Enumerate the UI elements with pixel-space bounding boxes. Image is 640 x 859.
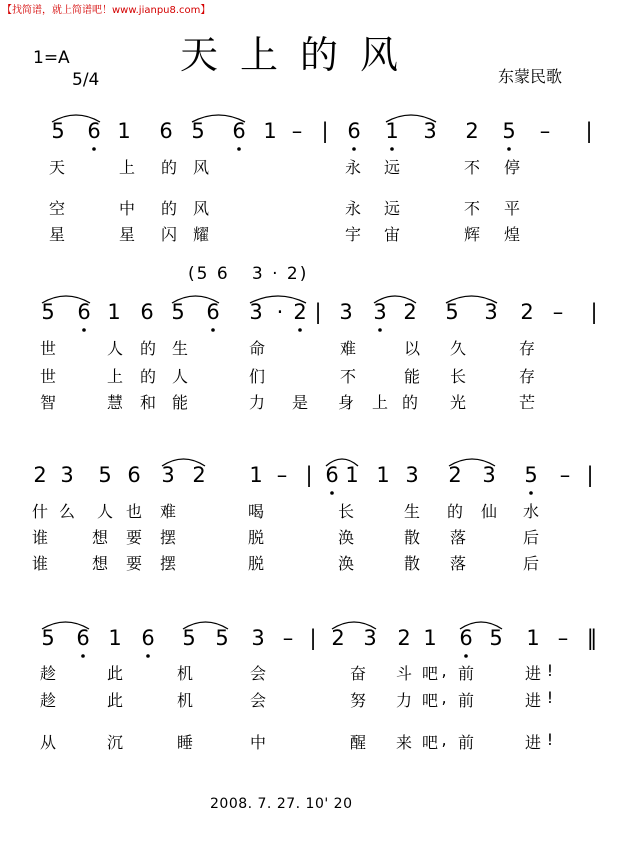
note: 1 xyxy=(385,119,399,143)
note: 3 xyxy=(373,300,387,324)
octave-dot xyxy=(237,147,241,151)
lyric-char: 散 xyxy=(403,554,420,573)
lyric-char: 上 xyxy=(106,367,123,386)
lyric-char: 风 xyxy=(192,158,209,177)
lyric-char: 以 xyxy=(403,339,420,358)
note: 1 xyxy=(249,463,263,487)
lyric-char: 后 xyxy=(522,554,539,573)
lyric-char: 存 xyxy=(518,367,535,386)
lyric-char: 沉 xyxy=(106,733,123,752)
slur-mark xyxy=(183,622,228,629)
lyric-char: 吧 xyxy=(421,733,438,752)
slur-mark xyxy=(162,459,205,466)
lyric-char: 谁 xyxy=(31,528,48,547)
lyric-char: 远 xyxy=(383,199,400,218)
lyric-char: 力 xyxy=(395,691,412,710)
lyric-char: 么 xyxy=(58,502,75,521)
note: 3 xyxy=(482,463,496,487)
note: – xyxy=(539,119,551,143)
slur-mark xyxy=(52,115,100,122)
lyric-char: 星 xyxy=(118,225,135,244)
lyric-char: 光 xyxy=(449,393,466,412)
lyric-char: 存 xyxy=(518,339,535,358)
lyric-char: 难 xyxy=(159,502,176,521)
lyric-char: 停 xyxy=(503,158,520,177)
lyric-char: 的 xyxy=(446,502,463,521)
octave-dot xyxy=(378,328,382,332)
note: – xyxy=(282,626,294,650)
note: · xyxy=(276,300,284,324)
lyric-char: 落 xyxy=(449,528,466,547)
note: 3 xyxy=(249,300,263,324)
lyric-char: 不 xyxy=(463,158,480,177)
note: 6 xyxy=(159,119,173,143)
lyric-char: 人 xyxy=(96,502,113,521)
note: 2 xyxy=(448,463,462,487)
lyric-char: 什 xyxy=(31,502,48,521)
lyric-char: 耀 xyxy=(192,225,209,244)
lyric-char: 斗 xyxy=(395,664,412,683)
note: 6 xyxy=(127,463,141,487)
note: 3 xyxy=(161,463,175,487)
octave-dot xyxy=(352,147,356,151)
note: 3 xyxy=(363,626,377,650)
lyric-char: 进 xyxy=(524,691,541,710)
lyric-char: 宙 xyxy=(383,225,400,244)
lyric-char: 难 xyxy=(339,339,356,358)
lyric-char: 生 xyxy=(171,339,188,358)
lyric-char: 的 xyxy=(160,199,177,218)
lyric-char: 散 xyxy=(403,528,420,547)
lyric-char: 能 xyxy=(171,393,188,412)
lyric-char: 也 xyxy=(125,502,142,521)
lyric-char: 远 xyxy=(383,158,400,177)
octave-dot xyxy=(390,147,394,151)
lyric-char: 辉 xyxy=(463,225,480,244)
note: – xyxy=(557,626,569,650)
song-title: 天上的风 xyxy=(180,33,421,77)
lyric-char: 吧 xyxy=(421,664,438,683)
note: 6 xyxy=(77,300,91,324)
lyric-char: 慧 xyxy=(106,393,123,412)
note: 1 xyxy=(107,300,121,324)
lyric-char: 机 xyxy=(176,664,193,683)
lyric-char: 机 xyxy=(176,691,193,710)
lyric-char: 涣 xyxy=(337,528,354,547)
barline: | xyxy=(321,119,329,143)
lyric-char: 摆 xyxy=(159,528,176,547)
site-banner: 【找简谱，就上简谱吧！www.jianpu8.com】 xyxy=(2,5,211,16)
barline: | xyxy=(309,626,317,650)
note: 6 xyxy=(232,119,246,143)
date-stamp: 2008. 7. 27. 10' 20 xyxy=(210,796,353,812)
note: 6 xyxy=(140,300,154,324)
note: 5 xyxy=(524,463,538,487)
note: 1 xyxy=(526,626,540,650)
note: 3 xyxy=(339,300,353,324)
lyric-char: 进 xyxy=(524,664,541,683)
lyric-char: , xyxy=(441,661,447,680)
note: 6 xyxy=(87,119,101,143)
lyric-char: 能 xyxy=(403,367,420,386)
composer-credit: 东蒙民歌 xyxy=(498,67,563,86)
lyric-char: 是 xyxy=(291,393,308,412)
note: 5 xyxy=(445,300,459,324)
octave-dot xyxy=(211,328,215,332)
barline: ‖ xyxy=(586,626,598,650)
barline: | xyxy=(314,300,322,324)
octave-dot xyxy=(464,654,468,658)
note: 2 xyxy=(403,300,417,324)
note: 6 xyxy=(325,463,339,487)
note: 1 xyxy=(117,119,131,143)
lyric-char: 长 xyxy=(337,502,354,521)
lyric-char: 不 xyxy=(339,367,356,386)
lyric-char: 要 xyxy=(125,528,142,547)
lyric-char: 吧 xyxy=(421,691,438,710)
lyric-char: 后 xyxy=(522,528,539,547)
lyric-char: ! xyxy=(546,661,554,680)
lyric-char: 长 xyxy=(449,367,466,386)
lyric-char: 上 xyxy=(371,393,388,412)
lyric-char: , xyxy=(441,688,447,707)
lyric-char: 人 xyxy=(106,339,123,358)
lyric-char: 摆 xyxy=(159,554,176,573)
lyric-char: 闪 xyxy=(160,225,177,244)
lyric-char: 天 xyxy=(48,158,65,177)
note: 3 xyxy=(405,463,419,487)
slur-mark xyxy=(326,459,358,466)
lyric-char: 宇 xyxy=(344,225,361,244)
note: 2 xyxy=(397,626,411,650)
note: 3 xyxy=(60,463,74,487)
lyric-char: 此 xyxy=(106,664,123,683)
lyric-char: 要 xyxy=(125,554,142,573)
lyric-char: ! xyxy=(546,688,554,707)
lyric-char: 人 xyxy=(171,367,188,386)
lyric-char: 进 xyxy=(524,733,541,752)
lyric-char: 永 xyxy=(344,158,361,177)
lyric-char: 醒 xyxy=(349,733,366,752)
note: 1 xyxy=(376,463,390,487)
lyric-char: 趁 xyxy=(39,664,56,683)
note: 2 xyxy=(520,300,534,324)
barline: | xyxy=(305,463,313,487)
lyric-char: 的 xyxy=(401,393,418,412)
barline: | xyxy=(590,300,598,324)
lyric-char: 和 xyxy=(139,393,156,412)
octave-dot xyxy=(529,491,533,495)
lyric-char: 前 xyxy=(457,691,474,710)
octave-dot xyxy=(298,328,302,332)
note: 5 xyxy=(171,300,185,324)
note: – xyxy=(291,119,303,143)
lyric-char: 脱 xyxy=(247,554,264,573)
octave-dot xyxy=(330,491,334,495)
lyric-char: 睡 xyxy=(176,733,193,752)
octave-dot xyxy=(146,654,150,658)
time-signature: 5/4 xyxy=(72,70,100,90)
lyric-char: 星 xyxy=(48,225,65,244)
lyric-char: ! xyxy=(546,730,554,749)
lyric-char: 平 xyxy=(503,199,520,218)
lyric-char: 久 xyxy=(449,339,466,358)
lyric-char: 仙 xyxy=(480,502,497,521)
note: 3 xyxy=(484,300,498,324)
lyric-char: 中 xyxy=(118,199,135,218)
lyric-char: 们 xyxy=(248,367,265,386)
lyric-char: 煌 xyxy=(503,225,520,244)
lyric-char: 永 xyxy=(344,199,361,218)
lyric-char: 命 xyxy=(248,339,265,358)
note: – xyxy=(552,300,564,324)
lyric-char: 落 xyxy=(449,554,466,573)
lyric-char: 芒 xyxy=(518,393,535,412)
key-signature: 1=A xyxy=(33,48,70,68)
slur-mark xyxy=(332,622,376,629)
slur-mark xyxy=(446,296,497,303)
lyric-char: 从 xyxy=(39,733,56,752)
note: 2 xyxy=(293,300,307,324)
note: 2 xyxy=(331,626,345,650)
note: 3 xyxy=(423,119,437,143)
octave-dot xyxy=(81,654,85,658)
lyric-char: 想 xyxy=(91,528,108,547)
note: 1 xyxy=(423,626,437,650)
lyric-char: 谁 xyxy=(31,554,48,573)
slur-mark xyxy=(460,622,502,629)
note: 5 xyxy=(191,119,205,143)
note: 2 xyxy=(192,463,206,487)
note: 1 xyxy=(263,119,277,143)
note: 1 xyxy=(345,463,359,487)
barline: | xyxy=(585,119,593,143)
note: 6 xyxy=(347,119,361,143)
lyric-char: 不 xyxy=(463,199,480,218)
slur-mark xyxy=(386,115,436,122)
lyric-char: 前 xyxy=(457,733,474,752)
slur-mark xyxy=(374,296,416,303)
note: 6 xyxy=(76,626,90,650)
lyric-char: 上 xyxy=(118,158,135,177)
note: 3 xyxy=(251,626,265,650)
note: 5 xyxy=(215,626,229,650)
note: – xyxy=(559,463,571,487)
lyric-char: 想 xyxy=(91,554,108,573)
lyric-char: 智 xyxy=(39,393,56,412)
lyric-char: 此 xyxy=(106,691,123,710)
lyric-char: , xyxy=(441,730,447,749)
note: 5 xyxy=(502,119,516,143)
note: – xyxy=(276,463,288,487)
note: 5 xyxy=(489,626,503,650)
note: 6 xyxy=(459,626,473,650)
note: 6 xyxy=(141,626,155,650)
lyric-char: 来 xyxy=(395,733,412,752)
slur-mark xyxy=(42,296,90,303)
note: 1 xyxy=(108,626,122,650)
slur-mark xyxy=(172,296,219,303)
lyric-char: 趁 xyxy=(39,691,56,710)
note: 5 xyxy=(41,626,55,650)
slur-mark xyxy=(449,459,495,466)
lyric-char: 会 xyxy=(249,664,266,683)
lyric-char: 涣 xyxy=(337,554,354,573)
lyric-char: 的 xyxy=(160,158,177,177)
lyric-char: 生 xyxy=(403,502,420,521)
slur-mark xyxy=(250,296,306,303)
lyric-char: 的 xyxy=(139,367,156,386)
octave-dot xyxy=(507,147,511,151)
lyric-char: 喝 xyxy=(247,502,264,521)
note: 2 xyxy=(465,119,479,143)
note: 5 xyxy=(41,300,55,324)
lyric-char: 身 xyxy=(337,393,354,412)
lyric-char: 空 xyxy=(48,199,65,218)
lyric-char: 会 xyxy=(249,691,266,710)
lyric-char: 奋 xyxy=(349,664,366,683)
lyric-char: 世 xyxy=(39,339,56,358)
lyric-char: 前 xyxy=(457,664,474,683)
note: 6 xyxy=(206,300,220,324)
note: 5 xyxy=(98,463,112,487)
lyric-char: 的 xyxy=(139,339,156,358)
lyric-char: 力 xyxy=(248,393,265,412)
lyric-char: 脱 xyxy=(247,528,264,547)
note: 2 xyxy=(33,463,47,487)
lyric-char: 水 xyxy=(522,502,539,521)
octave-dot xyxy=(92,147,96,151)
note: 5 xyxy=(182,626,196,650)
octave-dot xyxy=(82,328,86,332)
slur-mark xyxy=(42,622,89,629)
lyric-char: 世 xyxy=(39,367,56,386)
lyric-char: 风 xyxy=(192,199,209,218)
note: 5 xyxy=(51,119,65,143)
grace-notes: (5 6 3 · 2) xyxy=(188,264,309,284)
lyric-char: 中 xyxy=(249,733,266,752)
barline: | xyxy=(586,463,594,487)
slur-mark xyxy=(192,115,245,122)
lyric-char: 努 xyxy=(349,691,366,710)
